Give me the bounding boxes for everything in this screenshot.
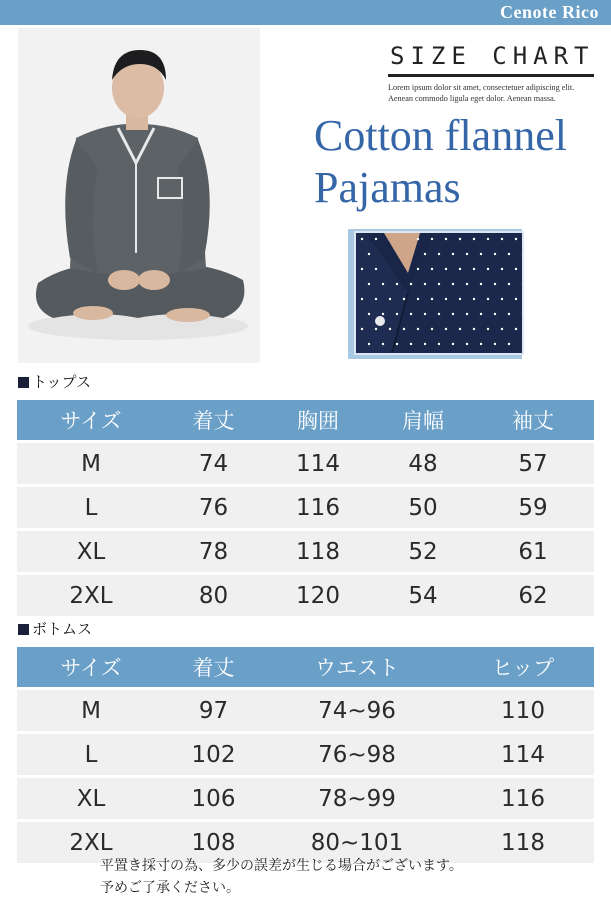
fabric-dot (403, 298, 405, 300)
table-cell: XL (17, 531, 165, 572)
table-cell: 50 (374, 487, 472, 528)
fabric-dot (515, 268, 517, 270)
fabric-dot (501, 268, 503, 270)
fabric-dot (494, 253, 496, 255)
fabric-dot (445, 298, 447, 300)
fabric-dot (417, 298, 419, 300)
fabric-dot (445, 238, 447, 240)
fabric-dot (375, 268, 377, 270)
fabric-illustration (356, 233, 522, 353)
table-row (17, 690, 594, 731)
table-row (17, 443, 594, 484)
table-cell: 48 (374, 443, 472, 484)
table-header-cell: 着丈 (165, 400, 262, 440)
fabric-dot (466, 313, 468, 315)
table-header-row (17, 647, 594, 687)
fabric-dot (466, 283, 468, 285)
table-cell: 61 (472, 531, 594, 572)
bottoms-size-table (17, 644, 594, 866)
fabric-dot (361, 298, 363, 300)
table-row (17, 778, 594, 819)
fabric-dot (473, 328, 475, 330)
fabric-dot (431, 268, 433, 270)
fabric-dot (508, 343, 510, 345)
table-row (17, 575, 594, 616)
fabric-dot (375, 328, 377, 330)
fabric-dot (382, 283, 384, 285)
fabric-dot (445, 268, 447, 270)
fabric-dot (417, 328, 419, 330)
table-row (17, 487, 594, 528)
fabric-dot (480, 313, 482, 315)
fabric-dot (515, 328, 517, 330)
table-header-cell: ヒップ (452, 647, 594, 687)
table-cell: 102 (165, 734, 262, 775)
note-line-1: 平置き採寸の為、多少の誤差が生じる場合がございます。 (100, 858, 463, 874)
table-cell: 114 (262, 443, 374, 484)
fabric-dot (438, 253, 440, 255)
table-header-cell: 袖丈 (472, 400, 594, 440)
table-cell: 57 (472, 443, 594, 484)
heading-rule (388, 74, 594, 77)
square-bullet-icon (18, 377, 29, 388)
fabric-dot (508, 283, 510, 285)
table-cell: L (17, 734, 165, 775)
tops-size-table (17, 397, 594, 619)
fabric-dot (452, 343, 454, 345)
table-cell: 2XL (17, 575, 165, 616)
fabric-dot (389, 328, 391, 330)
table-cell: 106 (165, 778, 262, 819)
table-cell: 76 (165, 487, 262, 528)
table-cell: 120 (262, 575, 374, 616)
fabric-dot (445, 328, 447, 330)
measurement-note (100, 855, 463, 899)
table-header-cell: 胸囲 (262, 400, 374, 440)
fabric-dot (431, 238, 433, 240)
fabric-dot (438, 283, 440, 285)
table-header-cell: 着丈 (165, 647, 262, 687)
table-cell: 116 (262, 487, 374, 528)
table-cell: 74 (165, 443, 262, 484)
fabric-dot (368, 343, 370, 345)
table-cell: 116 (452, 778, 594, 819)
fabric-dot (508, 253, 510, 255)
table-header-cell: サイズ (17, 400, 165, 440)
fabric-dot (382, 343, 384, 345)
table-cell: 78~99 (262, 778, 452, 819)
fabric-dot (466, 253, 468, 255)
table-cell: M (17, 443, 165, 484)
table-cell: L (17, 487, 165, 528)
fabric-dot (438, 313, 440, 315)
fabric-dot (396, 283, 398, 285)
table-cell: 52 (374, 531, 472, 572)
fabric-dot (473, 268, 475, 270)
fabric-dot (452, 253, 454, 255)
fabric-dot (501, 298, 503, 300)
table-cell: 118 (452, 822, 594, 863)
table-cell: 114 (452, 734, 594, 775)
fabric-dot (375, 238, 377, 240)
brand-bar (0, 0, 611, 25)
fabric-dot (487, 328, 489, 330)
tops-label-text: トップス (32, 373, 91, 391)
fabric-dot (382, 313, 384, 315)
fabric-dot (494, 313, 496, 315)
fabric-dot (424, 283, 426, 285)
fabric-dot (431, 328, 433, 330)
table-cell: 110 (452, 690, 594, 731)
fabric-dot (410, 283, 412, 285)
fabric-dot (403, 328, 405, 330)
table-cell: 97 (165, 690, 262, 731)
table-cell: 108 (165, 822, 262, 863)
table-cell: 62 (472, 575, 594, 616)
note-line-2: 予めご了承ください。 (100, 880, 240, 896)
table-cell: 74~96 (262, 690, 452, 731)
fabric-dot (368, 283, 370, 285)
fabric-photo (354, 231, 524, 355)
fabric-dot (501, 238, 503, 240)
fabric-dot (431, 298, 433, 300)
fabric-dot (389, 298, 391, 300)
tops-section-label (18, 371, 91, 392)
fabric-dot (452, 313, 454, 315)
fabric-dot (417, 238, 419, 240)
fabric-dot (361, 268, 363, 270)
fabric-dot (501, 328, 503, 330)
fabric-dot (424, 343, 426, 345)
fabric-dot (361, 238, 363, 240)
table-header-row (17, 400, 594, 440)
fabric-dot (424, 313, 426, 315)
table-cell: 54 (374, 575, 472, 616)
fabric-dot (515, 298, 517, 300)
fabric-dot (494, 283, 496, 285)
fabric-dot (396, 343, 398, 345)
table-cell: 76~98 (262, 734, 452, 775)
fabric-dot (480, 343, 482, 345)
placeholder-line-2: Aenean commodo ligula eget dolor. Aenean massa. (388, 94, 556, 103)
fabric-dot (417, 268, 419, 270)
fabric-dot (361, 328, 363, 330)
table-cell: 80~101 (262, 822, 452, 863)
fabric-dot (452, 283, 454, 285)
fabric-dot (480, 283, 482, 285)
fabric-dot (466, 343, 468, 345)
fabric-dot (459, 298, 461, 300)
fabric-dot (473, 238, 475, 240)
fabric-dot (410, 313, 412, 315)
square-bullet-icon (18, 624, 29, 635)
size-chart-heading: SIZE CHART (390, 42, 595, 70)
fabric-dot (459, 328, 461, 330)
fabric-dot (368, 253, 370, 255)
fabric-dot (459, 268, 461, 270)
fabric-dot (438, 343, 440, 345)
table-header-cell: 肩幅 (374, 400, 472, 440)
table-row (17, 531, 594, 572)
table-cell: XL (17, 778, 165, 819)
table-cell: 78 (165, 531, 262, 572)
fabric-dot (410, 343, 412, 345)
fabric-dot (375, 298, 377, 300)
table-header-cell: ウエスト (262, 647, 452, 687)
fabric-dot (368, 313, 370, 315)
fabric-dot (515, 238, 517, 240)
fabric-dot (459, 238, 461, 240)
model-photo (18, 28, 260, 363)
table-cell: 80 (165, 575, 262, 616)
fabric-dot (480, 253, 482, 255)
table-header-cell: サイズ (17, 647, 165, 687)
product-title-line-2: Pajamas (314, 163, 461, 212)
table-cell: M (17, 690, 165, 731)
bottoms-section-label (18, 618, 92, 639)
fabric-dot (396, 313, 398, 315)
table-cell: 118 (262, 531, 374, 572)
model-illustration (18, 28, 260, 363)
fabric-dot (494, 343, 496, 345)
fabric-dot (424, 253, 426, 255)
fabric-dot (487, 298, 489, 300)
table-cell: 2XL (17, 822, 165, 863)
fabric-dot (487, 238, 489, 240)
table-cell: 59 (472, 487, 594, 528)
bottoms-label-text: ボトムス (32, 620, 93, 638)
fabric-dot (508, 313, 510, 315)
placeholder-line-1: Lorem ipsum dolor sit amet, consectetuer adipiscing elit. (388, 83, 575, 92)
placeholder-text (388, 82, 598, 104)
fabric-dot (473, 298, 475, 300)
product-title-line-1: Cotton flannel (314, 111, 567, 160)
table-row (17, 734, 594, 775)
brand-name: Cenote Rico (500, 2, 599, 22)
fabric-dot (487, 268, 489, 270)
